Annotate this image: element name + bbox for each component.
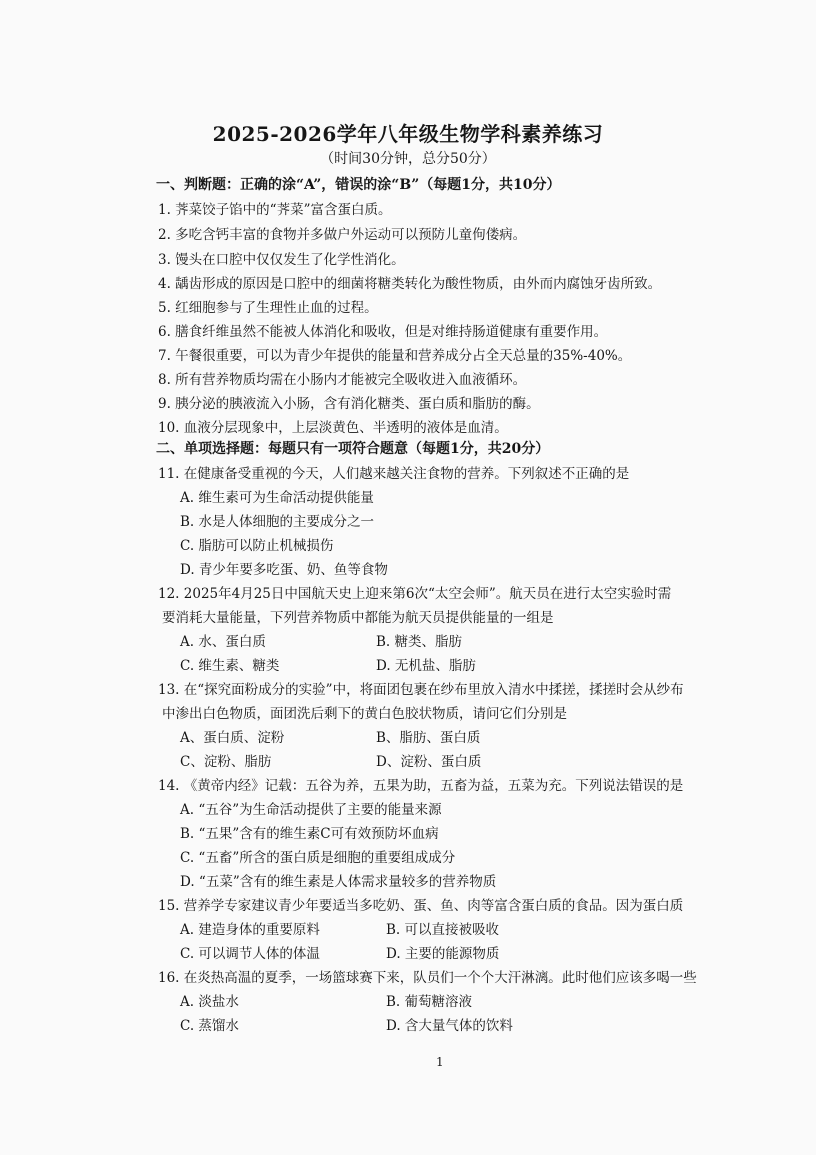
question-8: 8. 所有营养物质均需在小肠内才能被完全吸收进入血液循环。 [158,372,527,388]
question-14-option-a: A. “五谷”为生命活动提供了主要的能量来源 [180,802,442,818]
question-16-option-b: B. 葡萄糖溶液 [386,994,473,1010]
question-15-option-c: C. 可以调节人体的体温 [180,946,320,962]
question-14-option-d: D. “五菜”含有的维生素是人体需求量较多的营养物质 [180,874,497,890]
question-12-option-a: A. 水、蛋白质 [180,634,266,650]
question-11-option-a: A. 维生素可为生命活动提供能量 [180,490,374,506]
question-3: 3. 馒头在口腔中仅仅发生了化学性消化。 [158,252,405,268]
question-10: 10. 血液分层现象中，上层淡黄色、半透明的液体是血清。 [158,420,508,436]
question-5: 5. 红细胞参与了生理性止血的过程。 [158,300,378,316]
question-16-option-c: C. 蒸馏水 [180,1018,239,1034]
question-15-option-b: B. 可以直接被吸收 [386,922,500,938]
question-14-stem: 14. 《黄帝内经》记载：五谷为养，五果为助，五畜为益，五菜为充。下列说法错误的是 [158,778,684,794]
question-11-stem: 11. 在健康备受重视的今天，人们越来越关注食物的营养。下列叙述不正确的是 [158,466,630,482]
section-2-heading: 二、单项选择题：每题只有一项符合题意（每题1分，共20分） [156,441,550,457]
question-15-option-d: D. 主要的能源物质 [386,946,500,962]
question-12-stem: 12. 2025年4月25日中国航天史上迎来第6次“太空会师”。航天员在进行太空实验时需 [158,586,672,602]
question-11-option-c: C. 脂肪可以防止机械损伤 [180,538,334,554]
question-7: 7. 午餐很重要，可以为青少年提供的能量和营养成分占全天总量的35%-40%。 [158,348,632,364]
question-13-option-c: C、淀粉、脂肪 [180,754,272,770]
question-12-option-d: D. 无机盐、脂肪 [376,658,476,674]
question-14-option-b: B. “五果”含有的维生素C可有效预防坏血病 [180,826,439,842]
question-4: 4. 龋齿形成的原因是口腔中的细菌将糖类转化为酸性物质，由外而内腐蚀牙齿所致。 [158,276,662,292]
question-15-option-a: A. 建造身体的重要原料 [180,922,320,938]
question-1: 1. 荠菜饺子馅中的“荠菜”富含蛋白质。 [158,202,392,218]
question-6: 6. 膳食纤维虽然不能被人体消化和吸收，但是对维持肠道健康有重要作用。 [158,324,608,340]
question-15-stem: 15. 营养学专家建议青少年要适当多吃奶、蛋、鱼、肉等富含蛋白质的食品。因为蛋白质 [158,898,684,914]
section-1-heading: 一、判断题：正确的涂“A”，错误的涂“B”（每题1分，共10分） [156,177,561,193]
question-12-stem-cont: 要消耗大量能量，下列营养物质中都能为航天员提供能量的一组是 [162,610,554,626]
question-13-option-b: B、脂肪、蛋白质 [376,730,481,746]
question-13-stem-cont: 中渗出白色物质，面团洗后剩下的黄白色胶状物质，请问它们分别是 [162,706,567,722]
exam-title: 2025-2026学年八年级生物学科素养练习 [212,122,604,146]
question-14-option-c: C. “五畜”所含的蛋白质是细胞的重要组成成分 [180,850,456,866]
question-2: 2. 多吃含钙丰富的食物并多做户外运动可以预防儿童佝偻病。 [158,227,527,243]
question-13-option-d: D、淀粉、蛋白质 [376,754,482,770]
question-13-option-a: A、蛋白质、淀粉 [180,730,285,746]
question-16-option-a: A. 淡盐水 [180,994,239,1010]
exam-subtitle: （时间30分钟，总分50分） [320,151,496,167]
question-12-option-c: C. 维生素、糖类 [180,658,280,674]
question-13-stem: 13. 在“探究面粉成分的实验”中，将面团包裹在纱布里放入清水中揉搓，揉搓时会从纱布 [158,682,684,698]
page-number: 1 [436,1055,444,1069]
question-16-stem: 16. 在炎热高温的夏季，一场篮球赛下来，队员们一个个大汗淋漓。此时他们应该多喝一些 [158,970,697,986]
question-9: 9. 胰分泌的胰液流入小肠，含有消化糖类、蛋白质和脂肪的酶。 [158,396,540,412]
question-11-option-d: D. 青少年要多吃蛋、奶、鱼等食物 [180,562,388,578]
question-12-option-b: B. 糖类、脂肪 [376,634,463,650]
question-11-option-b: B. 水是人体细胞的主要成分之一 [180,514,375,530]
question-16-option-d: D. 含大量气体的饮料 [386,1018,513,1034]
